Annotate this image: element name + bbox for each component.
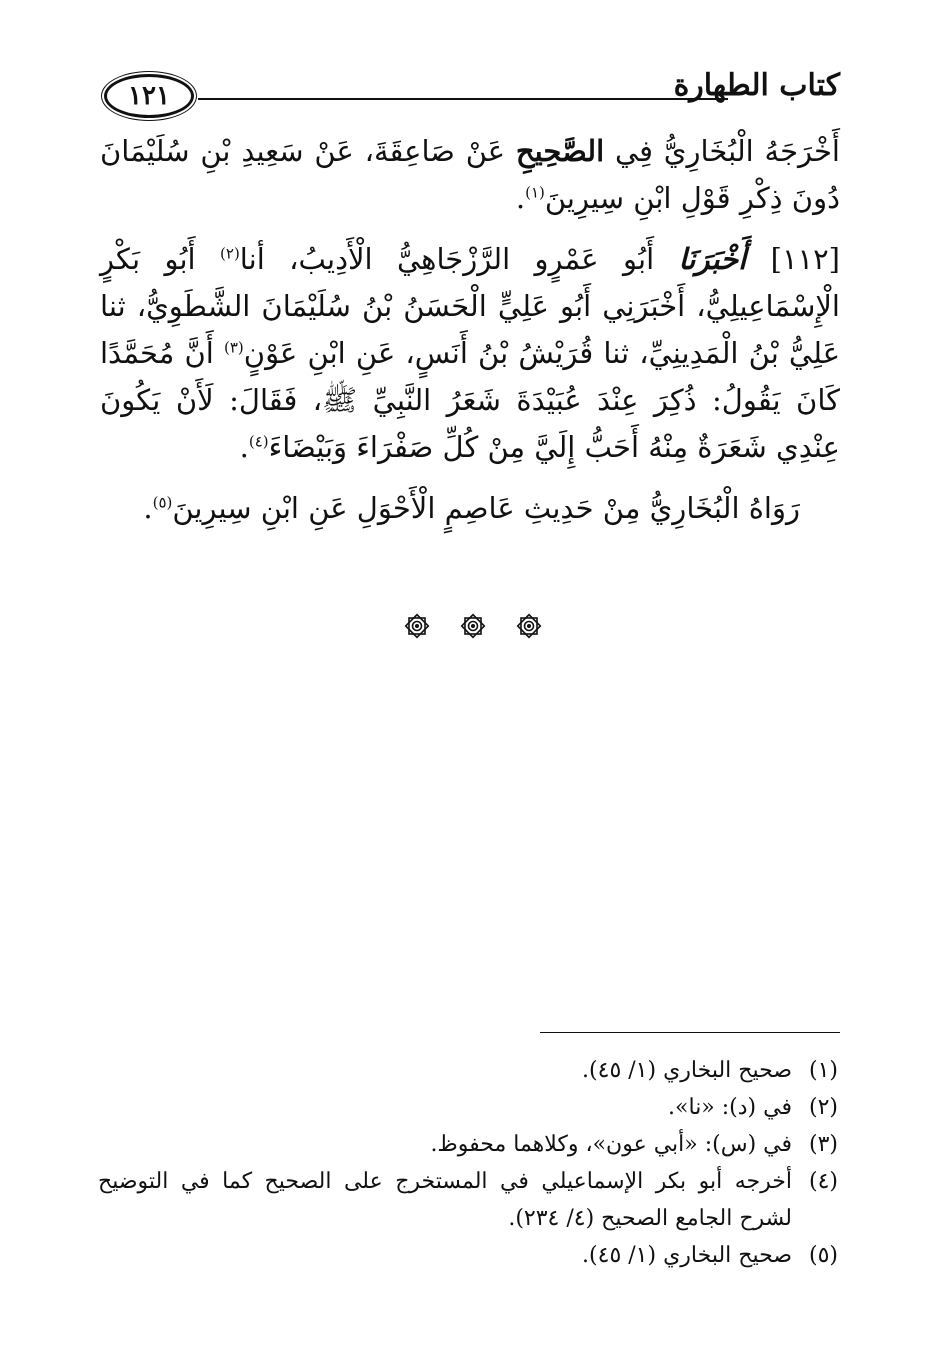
p1-part1: أَخْرَجَهُ الْبُخَارِيُّ فِي [604,134,840,168]
flower-ornament-icon [459,612,487,640]
footnote-divider [540,1032,840,1033]
p3-end: . [143,491,153,525]
p3-text: رَوَاهُ الْبُخَارِيُّ مِنْ حَدِيثِ عَاصِمٍ الْأَحْوَلِ عَنِ ابْنِ سِيرِينَ [172,491,800,525]
page-number [104,74,194,118]
p2-end: . [239,430,249,464]
footnote [98,1052,838,1089]
footnote-text: في (د): «نا». [668,1095,792,1120]
footnote-ref-2: (٢) [220,244,240,263]
footnote-text: صحيح البخاري (١/ ٤٥). [582,1058,792,1083]
footnote-ref-4: (٤) [248,432,269,451]
footnote [98,1089,838,1126]
footnote-number: (١) [808,1058,838,1083]
main-text [100,128,840,532]
book-title: كتاب الطهارة [673,68,840,103]
footnote-ref-3: (٣) [223,338,244,357]
footnote [98,1237,838,1274]
paragraph-3 [100,485,840,532]
p2-part2: أَبُو بَكْرٍ الْإِسْمَاعِيلِيُّ، أَخْبَرَنِي أَبُو عَلِيٍّ الْحَسَنُ بْنُ سُلَيْمَانَ الشَّطَوِيُّ، ثنا عَلِيُّ بْنُ الْمَدِينِيِّ، ثنا قُرَيْشُ بْنُ أَنَسٍ، عَنِ ابْنِ عَوْنٍ [100,242,841,370]
footnote-ref-5: (٥) [152,493,173,512]
header-rule [198,98,728,100]
paragraph-2 [100,236,840,471]
footnote [98,1126,838,1163]
footnote-number: (٣) [808,1132,838,1157]
footnote-number: (٥) [808,1243,838,1268]
footnote-text: أخرجه أبو بكر الإسماعيلي في المستخرج على الصحيح كما في التوضيح لشرح الجامع الصحيح (٤/ ٢٣٤). [98,1169,792,1231]
paragraph-1 [100,128,840,222]
footnote-text: في (س): «أبي عون»، وكلاهما محفوظ. [430,1132,792,1157]
p1-end: . [515,181,526,215]
p2-part3: أَنَّ مُحَمَّدًا كَانَ يَقُولُ: ذُكِرَ عِنْدَ عُبَيْدَةَ شَعَرُ النَّبِيِّ ﷺ، فَقَالَ: لَأَنْ يَكُونَ عِنْدِي شَعَرَةٌ مِنْهُ أَحَبُّ إِلَيَّ مِنْ كُلِّ صَفْرَاءَ وَبَيْضَاءَ [100,336,840,464]
footnote-number: (٢) [808,1095,838,1120]
section-ornaments [0,612,946,640]
page-header [100,62,840,122]
akhbarana-label: أَخْبَرَنَا [678,242,747,276]
p2-part1: أَبُو عَمْرٍو الرَّزْجَاهِيُّ الْأَدِيبُ، أنا [239,242,679,276]
page-number-text: ١٢١ [128,81,170,111]
footnote [98,1163,838,1237]
footnote-text: صحيح البخاري (١/ ٤٥). [582,1243,792,1268]
flower-ornament-icon [403,612,431,640]
p1-bold-sahih: الصَّحِيحِ [515,134,605,168]
p1-part2: عَنْ صَاعِقَةَ، عَنْ سَعِيدِ بْنِ سُلَيْمَانَ دُونَ ذِكْرِ قَوْلِ ابْنِ سِيرِينَ [100,134,840,215]
footnote-number: (٤) [808,1169,838,1194]
flower-ornament-icon [515,612,543,640]
hadith-number: [١١٢] [770,242,840,276]
footnote-ref-1: (١) [525,183,545,202]
footnotes [98,1052,838,1274]
